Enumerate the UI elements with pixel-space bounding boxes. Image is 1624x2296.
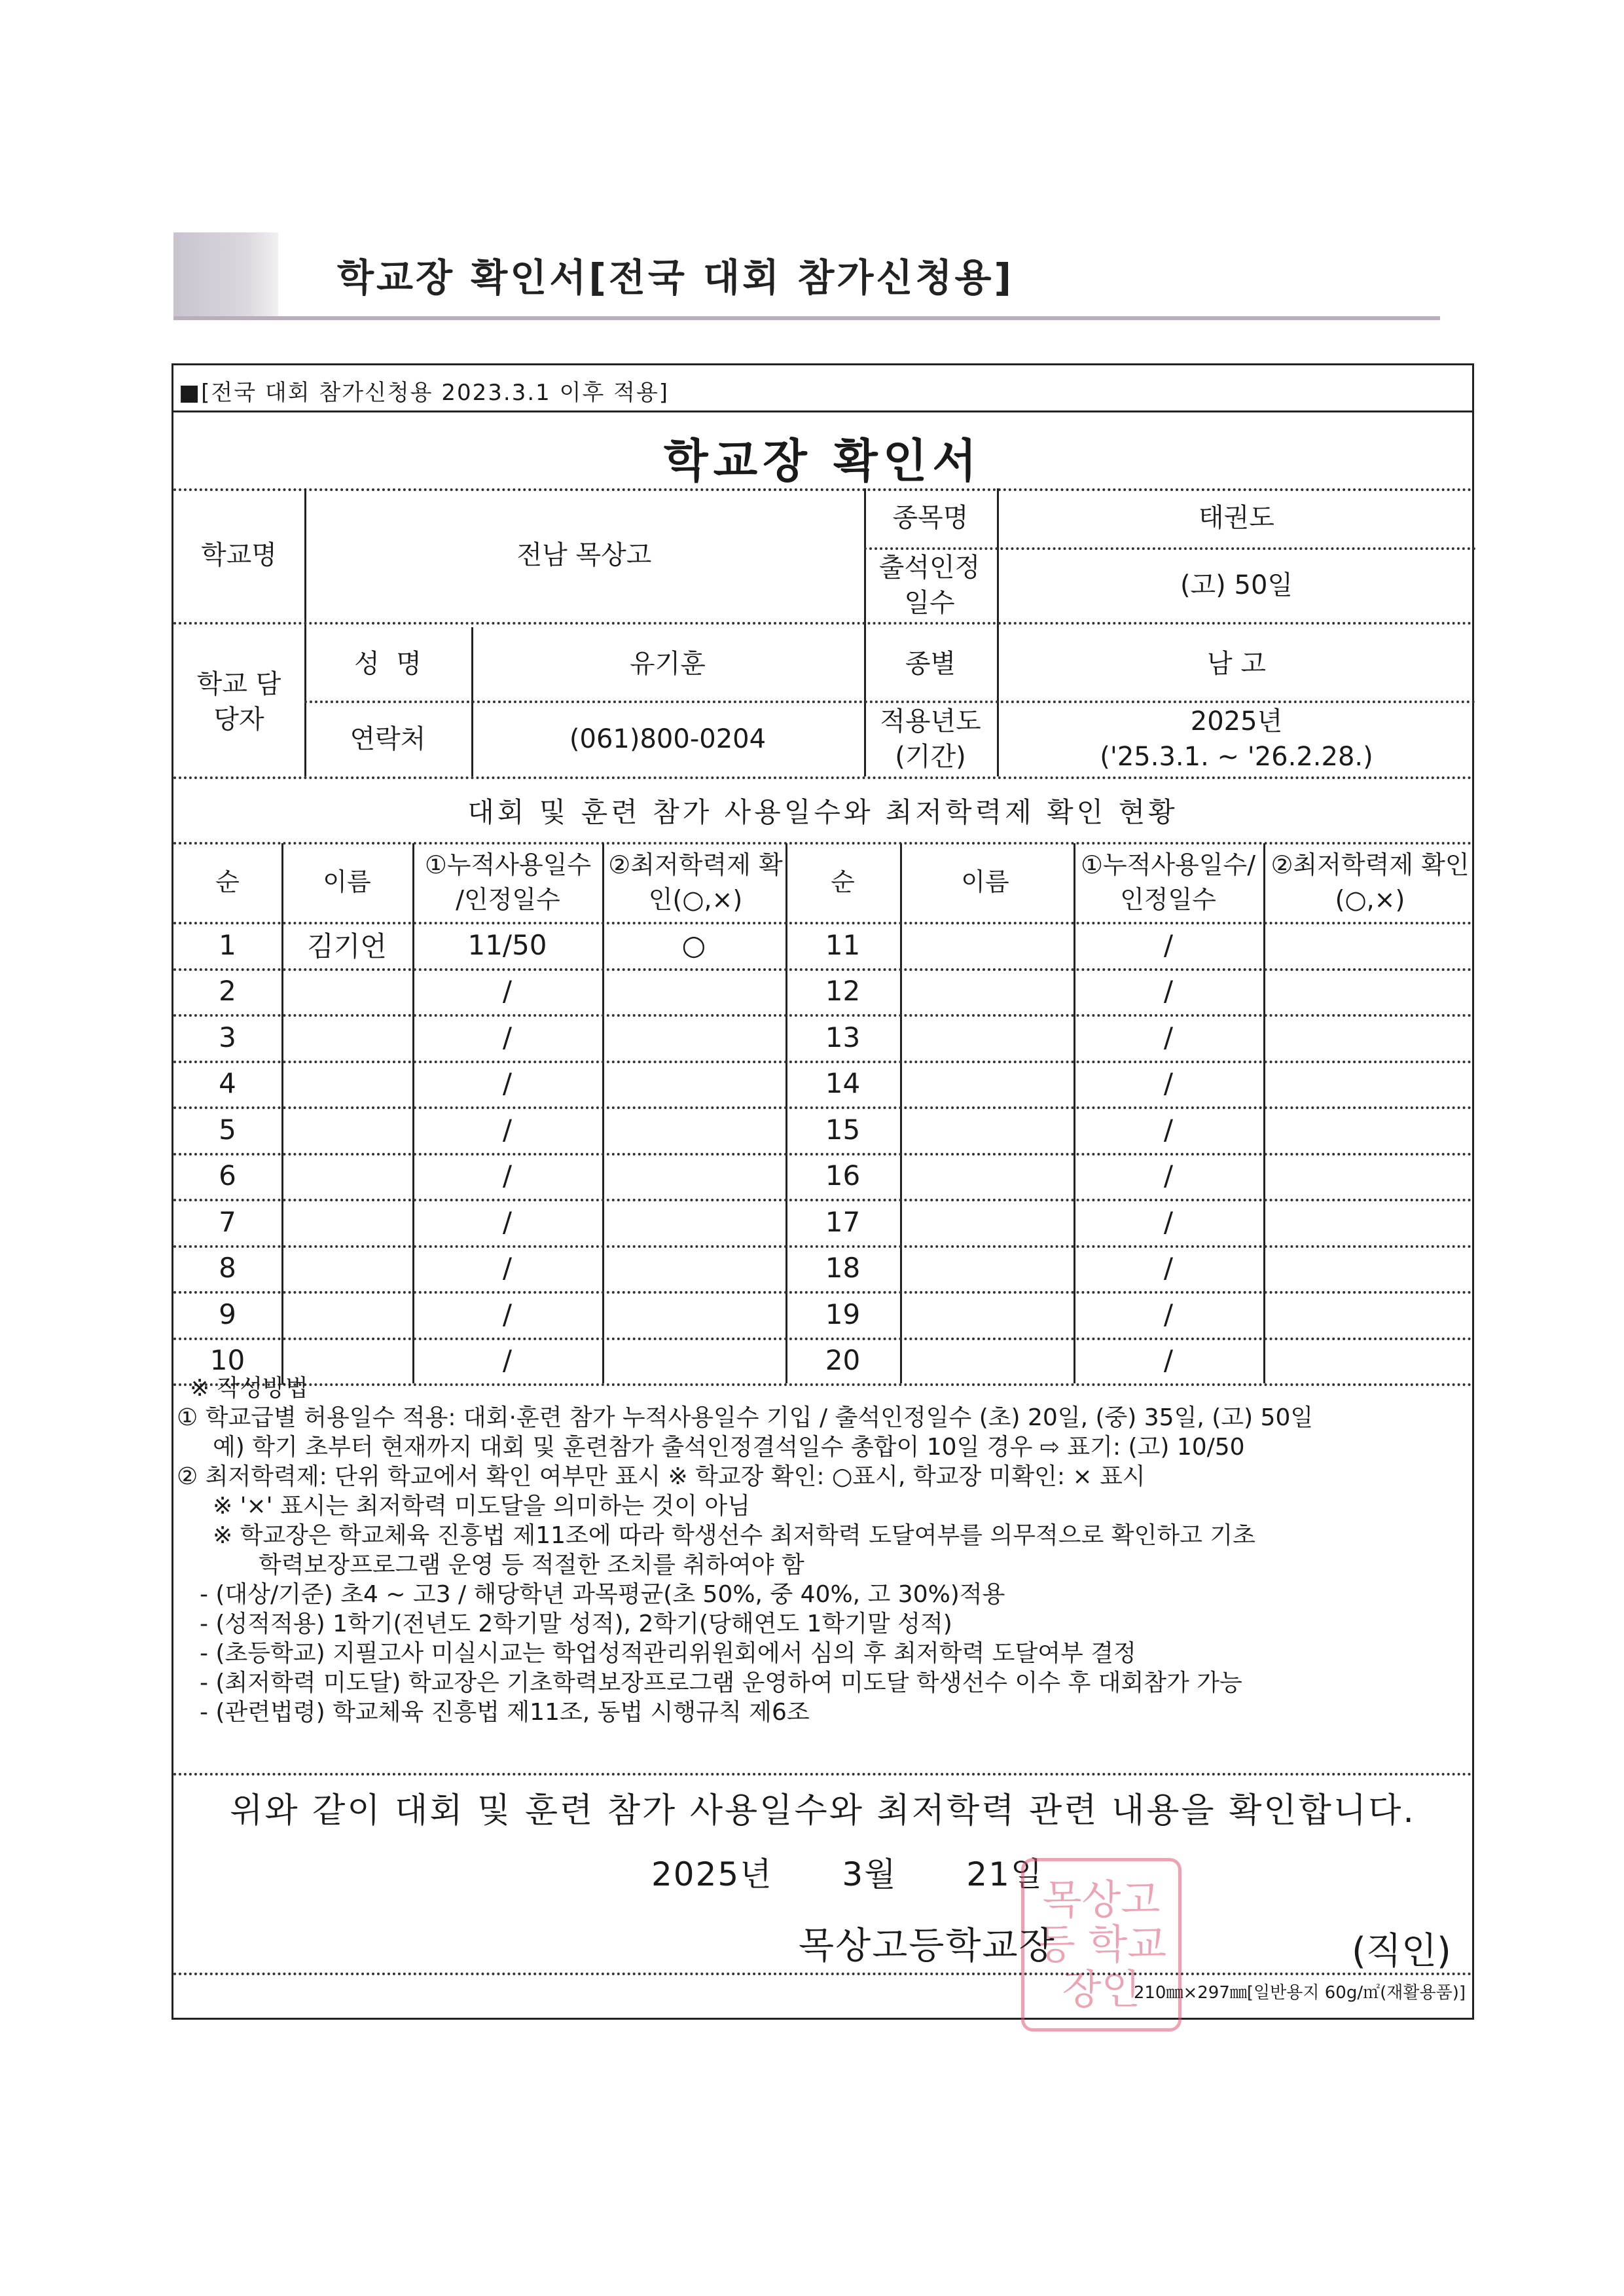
date-day: 21일 <box>966 1855 1044 1893</box>
date-month: 3월 <box>842 1855 897 1893</box>
row-days-cell: / <box>502 1205 513 1238</box>
row-no-cell: 1 <box>219 928 236 961</box>
school-name-value: 전남 목상고 <box>516 540 652 570</box>
row-days-cell: / <box>502 1159 513 1192</box>
confirmation-statement: 위와 같이 대회 및 훈련 참가 사용일수와 최저학력 관련 내용을 확인합니다. <box>230 1791 1416 1831</box>
instruction-line: ② 최저학력제: 단위 학교에서 확인 여부만 표시 ※ 학교장 확인: ○표시, 학교장 미확인: × 표시 <box>177 1463 1146 1490</box>
header-no-left: 순 <box>215 867 240 897</box>
year-label: 적용년도 (기간) <box>880 706 981 772</box>
row-no-cell: 11 <box>825 928 861 961</box>
row-no-cell: 17 <box>825 1205 861 1238</box>
row-check-cell <box>602 1015 785 1059</box>
row-name-cell <box>281 1154 412 1198</box>
row-no-cell: 16 <box>825 1159 861 1192</box>
row-name-cell <box>900 1154 1074 1198</box>
page-title: 학교장 확인서[전국 대회 참가신청용] <box>337 255 1015 300</box>
paper-spec: 210㎜×297㎜[일반용지 60g/㎡(재활용품)] <box>1133 1983 1466 2003</box>
row-days-cell: / <box>502 1021 513 1053</box>
sport-value: 태권도 <box>1199 503 1274 533</box>
row-no-cell: 13 <box>825 1021 861 1053</box>
row-days-cell: / <box>1163 1344 1174 1377</box>
row-check-cell <box>602 1292 785 1336</box>
sport-label: 종목명 <box>892 503 969 533</box>
row-days-cell: / <box>502 1113 513 1146</box>
school-name-label: 학교명 <box>201 540 277 570</box>
row-name-cell <box>900 1108 1074 1152</box>
instruction-line: ※ '×' 표시는 최저학력 미도달을 의미하는 것이 아님 <box>213 1493 750 1520</box>
header-days-right: ①누적사용일수/ 인정일수 <box>1080 850 1256 914</box>
row-check-cell <box>1263 1292 1473 1336</box>
gender-value: 남 고 <box>1207 649 1266 679</box>
row-no-cell: 12 <box>825 975 861 1008</box>
principal-name: 목상고등학교장 <box>799 1925 1056 1967</box>
header-name-left: 이름 <box>323 867 371 897</box>
header-check-left: ②최저학력제 확인(○,×) <box>608 850 783 914</box>
status-title: 대회 및 훈련 참가 사용일수와 최저학력제 확인 현황 <box>467 796 1178 828</box>
row-days-cell: / <box>1163 1159 1174 1192</box>
row-check-cell <box>1263 923 1473 967</box>
attendance-label: 출석인정 일수 <box>878 553 981 618</box>
row-no-cell: 9 <box>219 1298 236 1330</box>
seal-label: (직인) <box>1352 1930 1451 1973</box>
row-name-cell <box>281 1292 412 1336</box>
header-name-right: 이름 <box>961 867 1009 897</box>
row-check-cell <box>1263 1015 1473 1059</box>
row-days-cell: / <box>1163 1067 1174 1100</box>
row-name-cell: 김기언 <box>307 930 387 963</box>
signature-date <box>651 1848 1043 1895</box>
instruction-line: 학력보장프로그램 운영 등 적절한 조치를 취하여야 함 <box>259 1552 804 1578</box>
row-name-cell <box>281 1062 412 1106</box>
header-days-left: ①누적사용일수 /인정일수 <box>424 850 592 914</box>
instruction-line: - (초등학교) 지필고사 미실시교는 학업성적관리위원회에서 심의 후 최저학력 도달여부 결정 <box>200 1640 1136 1667</box>
row-check-cell <box>1263 1108 1473 1152</box>
row-no-cell: 6 <box>219 1159 236 1192</box>
row-name-cell <box>281 970 412 1013</box>
page-header <box>173 232 1440 318</box>
attendance-value: (고) 50일 <box>1180 570 1293 600</box>
header-rule <box>173 316 1440 320</box>
row-days-cell: / <box>1163 1205 1174 1238</box>
row-no-cell: 8 <box>219 1252 236 1285</box>
row-no-cell: 5 <box>219 1113 236 1146</box>
year-value-cell <box>997 702 1476 776</box>
row-name-cell <box>281 1247 412 1290</box>
row-check-cell <box>602 1108 785 1152</box>
row-days-cell: / <box>1163 975 1174 1008</box>
row-check-cell: ○ <box>681 928 706 961</box>
divider <box>173 1773 1472 1776</box>
row-name-cell <box>900 970 1074 1013</box>
row-name-cell <box>900 1247 1074 1290</box>
gender-label: 종별 <box>905 649 956 679</box>
form-notice: ■[전국 대회 참가신청용 2023.3.1 이후 적용] <box>173 365 1472 412</box>
row-days-cell: / <box>502 1298 513 1330</box>
row-no-cell: 4 <box>219 1067 236 1100</box>
row-name-cell <box>281 1015 412 1059</box>
row-no-cell: 15 <box>825 1113 861 1146</box>
row-days-cell: 11/50 <box>467 928 547 961</box>
instruction-line: - (성적적용) 1학기(전년도 2학기말 성적), 2학기(당해연도 1학기말 성적) <box>200 1611 952 1637</box>
row-name-cell <box>281 1108 412 1152</box>
manager-label: 학교 담당자 <box>196 669 281 735</box>
instruction-line: 예) 학기 초부터 현재까지 대회 및 훈련참가 출석인정결석일수 총합이 10일 경우 ⇨ 표기: (고) 10/50 <box>213 1434 1245 1461</box>
row-name-cell <box>900 1062 1074 1106</box>
row-days-cell: / <box>1163 1252 1174 1285</box>
divider <box>173 1973 1472 1975</box>
row-check-cell <box>1263 1154 1473 1198</box>
row-name-cell <box>281 1200 412 1244</box>
row-no-cell: 18 <box>825 1252 861 1285</box>
row-no-cell: 10 <box>209 1344 245 1377</box>
row-check-cell <box>602 1154 785 1198</box>
stamp-text: 목상고등 학교장인 <box>1036 1876 1167 2013</box>
header-decoration <box>173 232 278 318</box>
instructions <box>173 1374 1472 1727</box>
document-title: 학교장 확인서 <box>663 434 983 488</box>
instruction-line: - (관련법령) 학교체육 진흥법 제11조, 동법 시행규칙 제6조 <box>200 1699 810 1726</box>
instruction-line: ① 학교급별 허용일수 적용: 대회·훈련 참가 누적사용일수 기입 / 출석인정일수 (초) 20일, (중) 35일, (고) 50일 <box>177 1404 1314 1431</box>
name-label: 성 명 <box>354 649 422 679</box>
row-check-cell <box>1263 1200 1473 1244</box>
row-check-cell <box>602 1062 785 1106</box>
row-days-cell: / <box>1163 1021 1174 1053</box>
year-value: 2025년 <box>1190 706 1283 737</box>
divider <box>173 622 1472 625</box>
row-no-cell: 14 <box>825 1067 861 1100</box>
date-year: 2025년 <box>651 1855 773 1893</box>
row-days-cell: / <box>1163 1298 1174 1330</box>
row-no-cell: 7 <box>219 1205 236 1238</box>
instruction-line: - (최저학력 미도달) 학교장은 기초학력보장프로그램 운영하여 미도달 학생선수 이수 후 대회참가 가능 <box>200 1669 1242 1696</box>
row-days-cell: / <box>1163 928 1174 961</box>
row-name-cell <box>900 1292 1074 1336</box>
row-no-cell: 19 <box>825 1298 861 1330</box>
divider <box>173 776 1472 779</box>
period-value: ('25.3.1. ~ '26.2.28.) <box>1100 742 1373 772</box>
row-name-cell <box>900 1200 1074 1244</box>
row-check-cell <box>602 970 785 1013</box>
row-no-cell: 2 <box>219 975 236 1008</box>
contact-label: 연락처 <box>350 724 426 754</box>
name-value: 유기훈 <box>630 649 706 679</box>
row-days-cell: / <box>502 975 513 1008</box>
row-days-cell: / <box>1163 1113 1174 1146</box>
row-check-cell <box>1263 1247 1473 1290</box>
header-no-right: 순 <box>831 867 855 897</box>
contact-value: (061)800-0204 <box>569 724 767 754</box>
row-check-cell <box>602 1247 785 1290</box>
row-check-cell <box>602 1200 785 1244</box>
instruction-line: - (대상/기준) 초4 ~ 고3 / 해당학년 과목평균(초 50%, 중 40%, 고 30%)적용 <box>200 1581 1005 1608</box>
row-no-cell: 3 <box>219 1021 236 1053</box>
confirmation-form <box>171 363 1474 2020</box>
instructions-heading: ※ 작성방법 <box>190 1375 308 1402</box>
row-days-cell: / <box>502 1344 513 1377</box>
row-check-cell <box>1263 1062 1473 1106</box>
instruction-line: ※ 학교장은 학교체육 진흥법 제11조에 따라 학생선수 최저학력 도달여부를 의무적으로 확인하고 기초 <box>213 1522 1255 1549</box>
row-check-cell <box>1263 970 1473 1013</box>
row-name-cell <box>900 1015 1074 1059</box>
row-no-cell: 20 <box>825 1344 861 1377</box>
row-name-cell <box>900 923 1074 967</box>
header-check-right: ②최저학력제 확인(○,×) <box>1271 850 1470 914</box>
row-days-cell: / <box>502 1067 513 1100</box>
row-days-cell: / <box>502 1252 513 1285</box>
